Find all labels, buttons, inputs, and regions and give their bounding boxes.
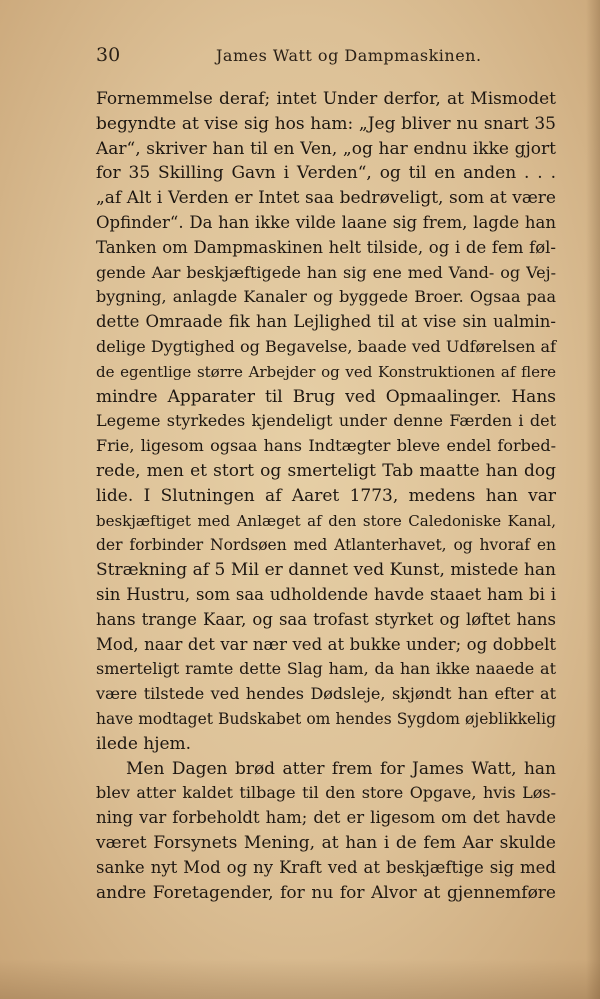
page-header xyxy=(96,44,554,70)
text-line: Legeme styrkedes kjendeligt under denne Færden i det xyxy=(96,411,556,431)
text-line: bygning, anlagde Kanaler og byggede Broer. Ogsaa paa xyxy=(96,287,556,307)
text-line: dette Omraade fik han Lejlighed til at vise sin ualmin- xyxy=(96,312,556,332)
page-bottom-shadow xyxy=(0,959,600,999)
body-text xyxy=(96,87,556,905)
paragraph-end-line: ilede hjem. xyxy=(96,733,192,754)
text-line: hans trange Kaar, og saa trofast styrket og løftet hans xyxy=(96,609,556,629)
running-title: James Watt og Dampmaskinen. xyxy=(216,46,482,65)
text-line: rede, men et stort og smerteligt Tab maatte han dog xyxy=(96,460,556,481)
text-line: lide. I Slutningen af Aaret 1773, medens han var xyxy=(96,485,556,506)
text-line: sin Hustru, som saa udholdende havde staaet ham bi i xyxy=(96,584,556,604)
text-line: være tilstede ved hendes Dødsleje, skjøndt han efter at xyxy=(96,684,556,704)
text-line: mindre Apparater til Brug ved Opmaalinger. Hans xyxy=(96,386,556,407)
text-line: delige Dygtighed og Begavelse, baade ved Udførelsen af xyxy=(96,336,556,356)
text-line: Mod, naar det var nær ved at bukke under; og dobbelt xyxy=(96,634,556,654)
text-line: smerteligt ramte dette Slag ham, da han ikke naaede at xyxy=(96,659,556,679)
text-line: Frie, ligesom ogsaa hans Indtægter bleve endel forbed- xyxy=(96,436,556,456)
text-line: Fornemmelse deraf; intet Under derfor, at Mismodet xyxy=(96,89,556,109)
text-line: været Forsynets Mening, at han i de fem Aar skulde xyxy=(96,832,556,853)
text-line: Aar“, skriver han til en Ven, „og har endnu ikke gjort xyxy=(96,138,556,159)
text-line: de egentlige større Arbejder og ved Konstruktionen af flere xyxy=(96,362,556,381)
page-edge-shadow xyxy=(586,0,600,999)
text-line: „af Alt i Verden er Intet saa bedrøveligt, som at være xyxy=(96,188,556,209)
text-line: andre Foretagender, for nu for Alvor at gjennemføre xyxy=(96,882,556,903)
text-line: der forbinder Nordsøen med Atlanterhavet, og hvoraf en xyxy=(96,536,556,555)
page-number: 30 xyxy=(96,44,121,66)
text-line: gende Aar beskjæftigede han sig ene med Vand- og Vej- xyxy=(96,262,556,282)
text-line: blev atter kaldet tilbage til den store Opgave, hvis Løs- xyxy=(96,783,556,803)
text-line: sanke nyt Mod og ny Kraft ved at beskjæftige sig med xyxy=(96,857,556,877)
paragraph-start-line: Men Dagen brød atter frem for James Watt, han xyxy=(126,758,556,779)
text-line: ning var forbeholdt ham; det er ligesom om det havde xyxy=(96,808,556,828)
text-line: beskjæftiget med Anlæget af den store Caledoniske Kanal, xyxy=(96,511,556,530)
text-line: have modtaget Budskabet om hendes Sygdom øjeblikkelig xyxy=(96,709,556,728)
text-line: Tanken om Dampmaskinen helt tilside, og i de fem føl- xyxy=(96,237,556,257)
text-line: begyndte at vise sig hos ham: „Jeg bliver nu snart 35 xyxy=(96,113,556,134)
text-line: for 35 Skilling Gavn i Verden“, og til en anden . . . xyxy=(96,163,556,184)
text-line: Strækning af 5 Mil er dannet ved Kunst, mistede han xyxy=(96,560,556,581)
text-line: Opfinder“. Da han ikke vilde laane sig frem, lagde han xyxy=(96,212,556,232)
